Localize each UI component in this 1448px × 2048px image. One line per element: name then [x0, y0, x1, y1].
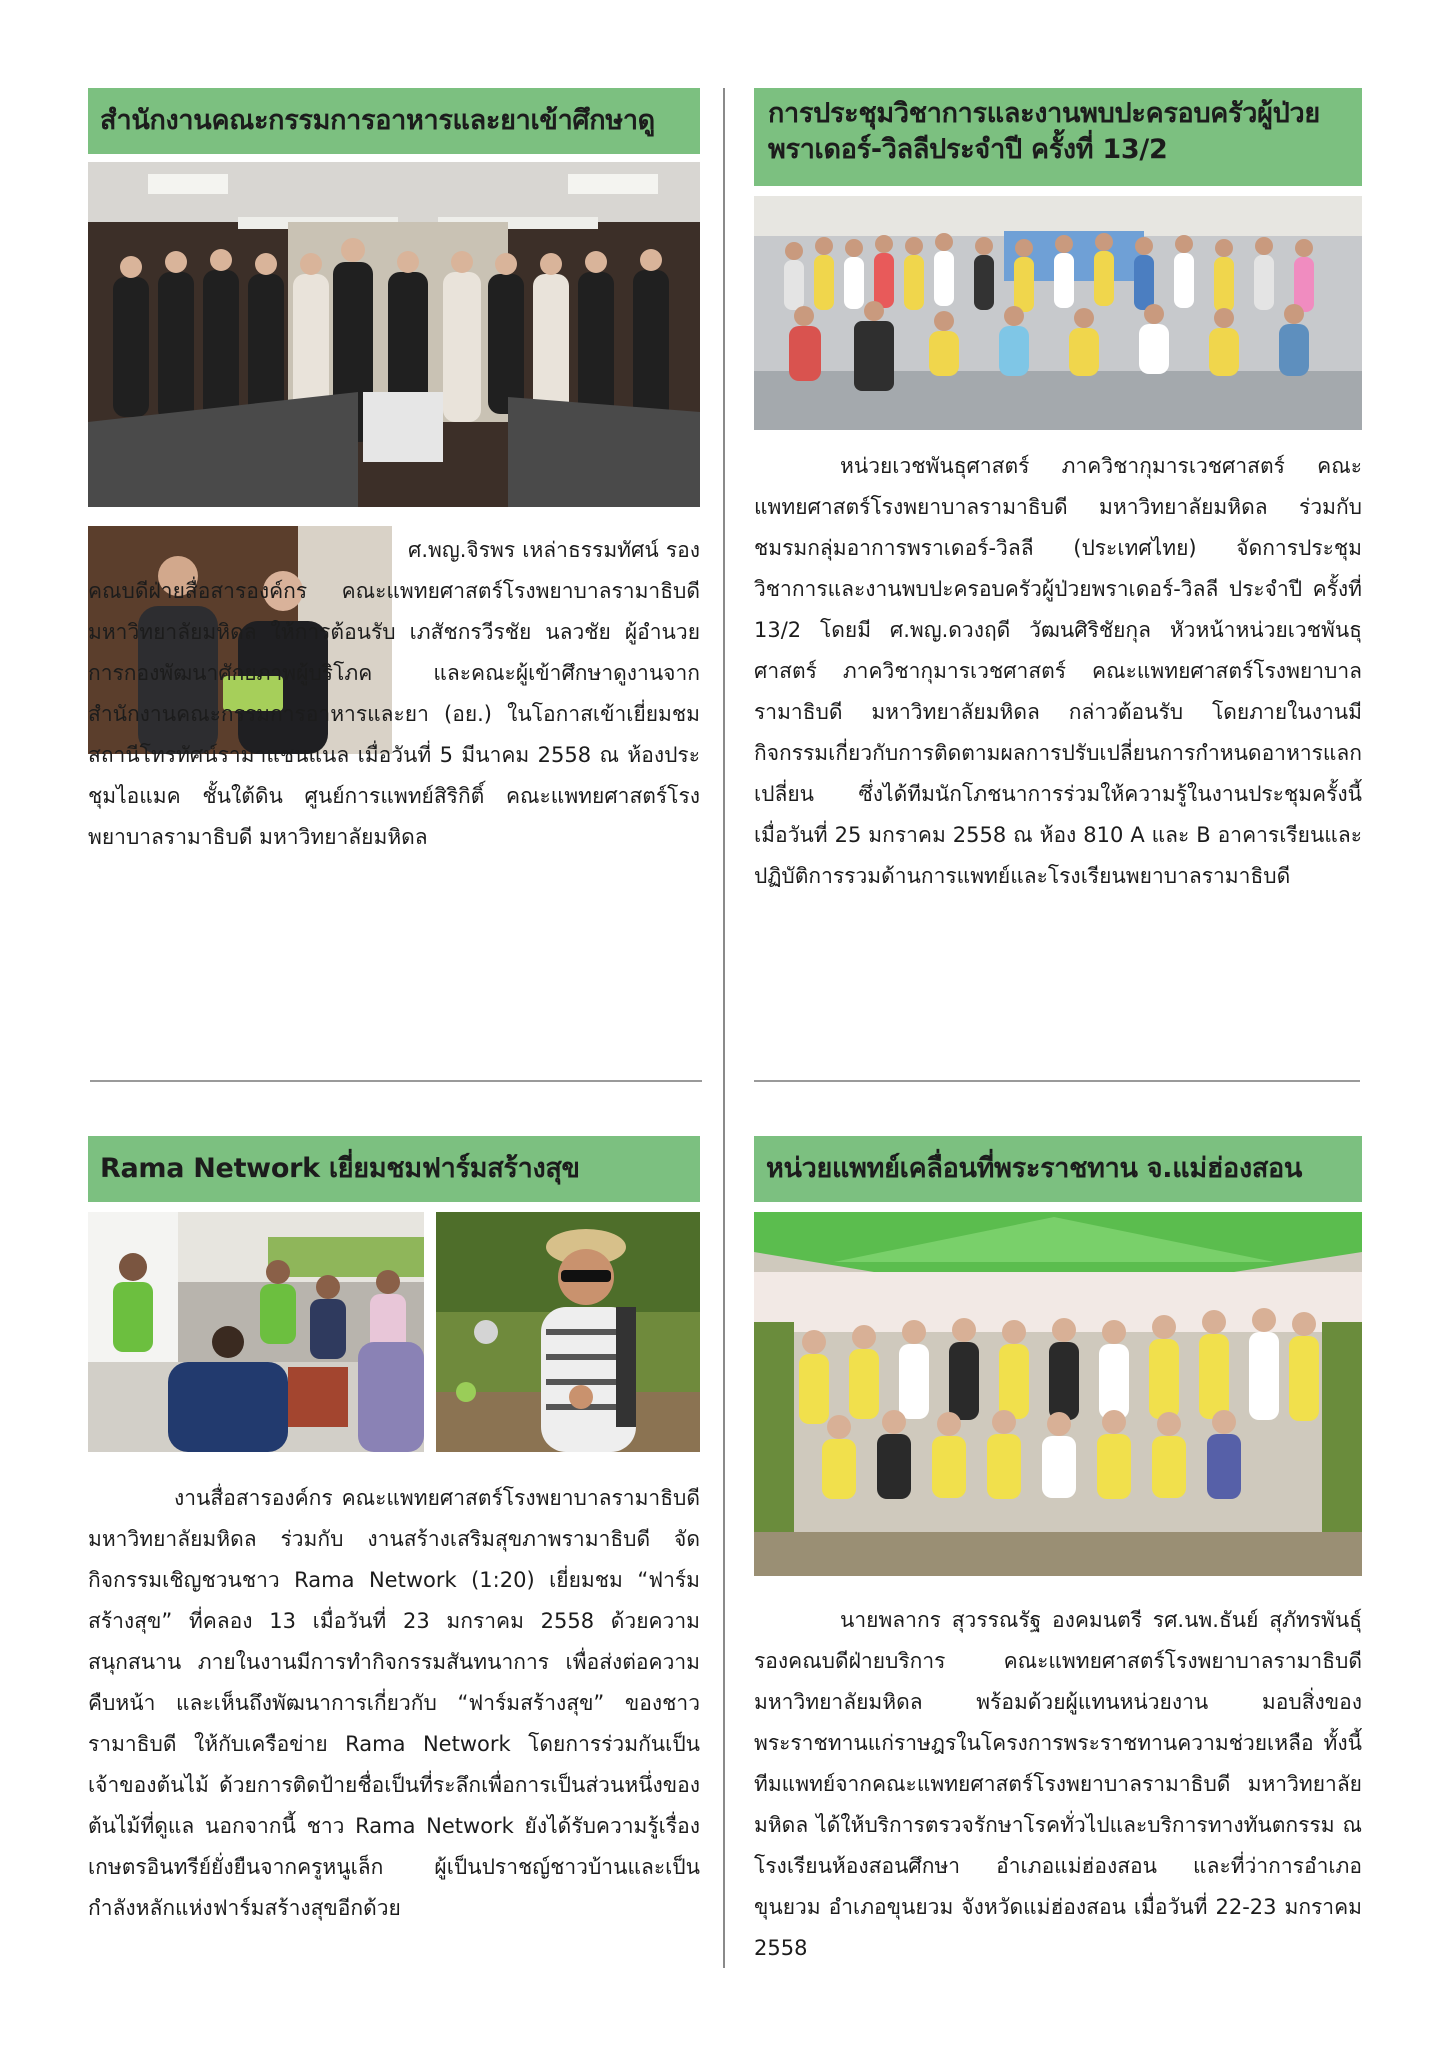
- section-2-body: หน่วยเวชพันธุศาสตร์ ภาควิชากุมารเวชศาสตร์ คณะแพทยศาสตร์โรงพยาบาลรามาธิบดี มหาวิทยาลัยมหิดล ร่วมกับชมรมกลุ่มอาการพราเดอร์-วิลลี (ประเทศไทย) จัดการประชุมวิชาการและงานพบปะครอบครัวผู้ป่วยพราเดอร์-วิลลี ประจำปี ครั้งที่ 13/2 โดยมี ศ.พญ.ดวงฤดี วัฒนศิริชัยกุล หัวหน้าหน่วยเวชพันธุศาสตร์ ภาควิชากุมารเวชศาสตร์ คณะแพทยศาสตร์โรงพยาบาลรามาธิบดี มหาวิทยาลัยมหิดล กล่าวต้อนรับ โดยภายในงานมีกิจกรรมเกี่ยวกับการติดตามผลการปรับเปลี่ยนการกำหนดอาหารแลกเปลี่ยน ซึ่งได้ทีมนักโภชนาการร่วมให้ความรู้ในงานประชุมครั้งนี้ เมื่อวันที่ 25 มกราคม 2558 ณ ห้อง 810 A และ B อาคารเรียนและปฏิบัติการรวมด้านการแพทย์และโรงเรียนพยาบาลรามาธิบดี: [754, 454, 1363, 888]
- section-2-title: การประชุมวิชาการและงานพบปะครอบครัวผู้ป่วยพราเดอร์-วิลลีประจำปี ครั้งที่ 13/2: [754, 88, 1362, 186]
- photo-farm-discussion: [88, 1212, 424, 1452]
- section-divider-left: [90, 1080, 702, 1082]
- section-4-body: นายพลากร สุวรรณรัฐ องคมนตรี รศ.นพ.ธันย์ สุภัทรพันธุ์ รองคณบดีฝ่ายบริการ คณะแพทยศาสตร์โรงพยาบาลรามาธิบดี มหาวิทยาลัยมหิดล พร้อมด้วยผู้แทนหน่วยงาน มอบสิ่งของพระราชทานแก่ราษฎรในโครงการพระราชทานความช่วยเหลือ ทั้งนี้ทีมแพทย์จากคณะแพทยศาสตร์โรงพยาบาลรามาธิบดี มหาวิทยาลัยมหิดล ได้ให้บริการตรวจรักษาโรคทั่วไปและบริการทางทันตกรรม ณ โรงเรียนห้องสอนศึกษา อำเภอแม่ฮ่องสอน และที่ว่าการอำเภอขุนยวม อำเภอขุนยวม จังหวัดแม่ฮ่องสอน เมื่อวันที่ 22-23 มกราคม 2558: [754, 1608, 1362, 1960]
- section-1-body: ศ.พญ.จิรพร เหล่าธรรมทัศน์ รองคณบดีฝ่ายสื่อสารองค์กร คณะแพทยศาสตร์โรงพยาบาลรามาธิบดี มหาวิทยาลัยมหิดล ให้การต้อนรับ เภสัชกรวีรชัย นลวชัย ผู้อำนวยการกองพัฒนาศักยภาพผู้บริโภค และคณะผู้เข้าศึกษาดูงานจากสำนักงานคณะกรรมการอาหารและยา (อย.) ในโอกาสเข้าเยี่ยมชมสถานีโทรทัศน์รามาแชนแนล เมื่อวันที่ 5 มีนาคม 2558 ณ ห้องประชุมไอแมค ชั้นใต้ดิน ศูนย์การแพทย์สิริกิติ์ คณะแพทยศาสตร์โรงพยาบาลรามาธิบดี มหาวิทยาลัยมหิดล: [88, 538, 700, 849]
- section-3-body: งานสื่อสารองค์กร คณะแพทยศาสตร์โรงพยาบาลรามาธิบดี มหาวิทยาลัยมหิดล ร่วมกับ งานสร้างเสริมสุขภาพรามาธิบดี จัดกิจกรรมเชิญชวนชาว Rama Network (1:20) เยี่ยมชม “ฟาร์มสร้างสุข” ที่คลอง 13 เมื่อวันที่ 23 มกราคม 2558 ด้วยความสนุกสนาน ภายในงานมีการทำกิจกรรมสันทนาการ เพื่อส่งต่อความคืบหน้า และเห็นถึงพัฒนาการเกี่ยวกับ “ฟาร์มสร้างสุข” ของชาวรามาธิบดี ให้กับเครือข่าย Rama Network โดยการร่วมกันเป็นเจ้าของต้นไม้ ด้วยการติดป้ายชื่อเป็นที่ระลึกเพื่อการเป็นส่วนหนึ่งของต้นไม้ที่ดูแล นอกจากนี้ ชาว Rama Network ยังได้รับความรู้เรื่องเกษตรอินทรีย์ยั่งยืนจากครูหนูเล็ก ผู้เป็นปราชญ์ชาวบ้านและเป็นกำลังหลักแห่งฟาร์มสร้างสุขอีกด้วย: [88, 1486, 700, 1920]
- section-3-title: Rama Network เยี่ยมชมฟาร์มสร้างสุข: [88, 1136, 700, 1202]
- group-photo-tent: [754, 1212, 1362, 1576]
- section-divider-right: [754, 1080, 1360, 1082]
- section-1-title: สำนักงานคณะกรรมการอาหารและยาเข้าศึกษาดู: [88, 88, 700, 154]
- photo-farm-visitor: [436, 1212, 700, 1452]
- column-divider: [723, 88, 725, 1968]
- section-4-title: หน่วยแพทย์เคลื่อนที่พระราชทาน จ.แม่ฮ่องสอน: [754, 1136, 1362, 1202]
- group-photo-meeting-room: [88, 162, 700, 507]
- group-photo-families: [754, 196, 1362, 430]
